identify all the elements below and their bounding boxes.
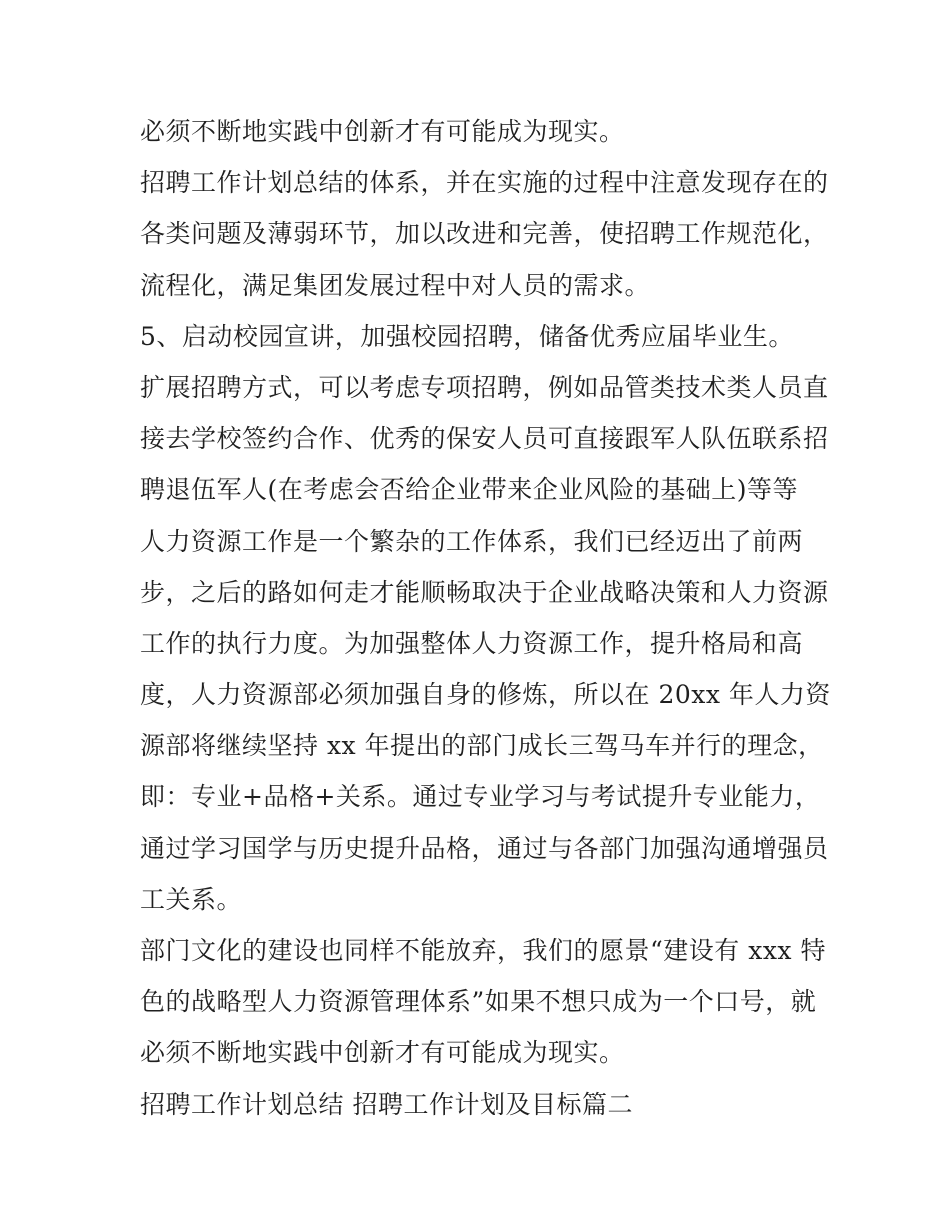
text-line-14: 即：专业+品格+关系。通过专业学习与考试提升专业能力， xyxy=(140,782,821,812)
text-line-2: 招聘工作计划总结的体系，并在实施的过程中注意发现存在的 xyxy=(140,168,829,198)
text-line-15: 通过学习国学与历史提升品格，通过与各部门加强沟通增强员 xyxy=(140,833,829,863)
text-line-13: 源部将继续坚持 xx 年提出的部门成长三驾马车并行的理念， xyxy=(140,731,824,761)
text-line-8: 聘退伍军人(在考虑会否给企业带来企业风险的基础上)等等 xyxy=(140,475,799,505)
document-body xyxy=(140,106,831,1130)
text-line-17: 部门文化的建设也同样不能放弃，我们的愿景“建设有 xxx 特 xyxy=(140,936,826,965)
text-line-10: 步，之后的路如何走才能顺畅取决于企业战略决策和人力资源 xyxy=(140,577,829,607)
text-line-12: 度，人力资源部必须加强自身的修炼，所以在 20xx 年人力资 xyxy=(140,680,831,710)
text-line-18: 色的战略型人力资源管理体系”如果不想只成为一个口号，就 xyxy=(140,987,817,1017)
text-line-7: 接去学校签约合作、优秀的保安人员可直接跟军人队伍联系招 xyxy=(140,424,829,454)
text-line-6: 扩展招聘方式，可以考虑专项招聘，例如品管类技术类人员直 xyxy=(140,372,829,402)
text-line-4: 流程化，满足集团发展过程中对人员的需求。 xyxy=(140,270,651,300)
text-line-11: 工作的执行力度。为加强整体人力资源工作，提升格局和高 xyxy=(140,628,804,658)
text-line-3: 各类问题及薄弱环节，加以改进和完善，使招聘工作规范化， xyxy=(140,219,829,249)
text-line-16: 工关系。 xyxy=(140,884,243,914)
text-line-9: 人力资源工作是一个繁杂的工作体系，我们已经迈出了前两 xyxy=(140,526,804,556)
text-line-20: 招聘工作计划总结 招聘工作计划及目标篇二 xyxy=(140,1089,633,1119)
text-line-1: 必须不断地实践中创新才有可能成为现实。 xyxy=(140,117,625,146)
text-line-19: 必须不断地实践中创新才有可能成为现实。 xyxy=(140,1038,625,1068)
text-line-5: 5、启动校园宣讲，加强校园招聘，储备优秀应届毕业生。 xyxy=(140,321,794,351)
